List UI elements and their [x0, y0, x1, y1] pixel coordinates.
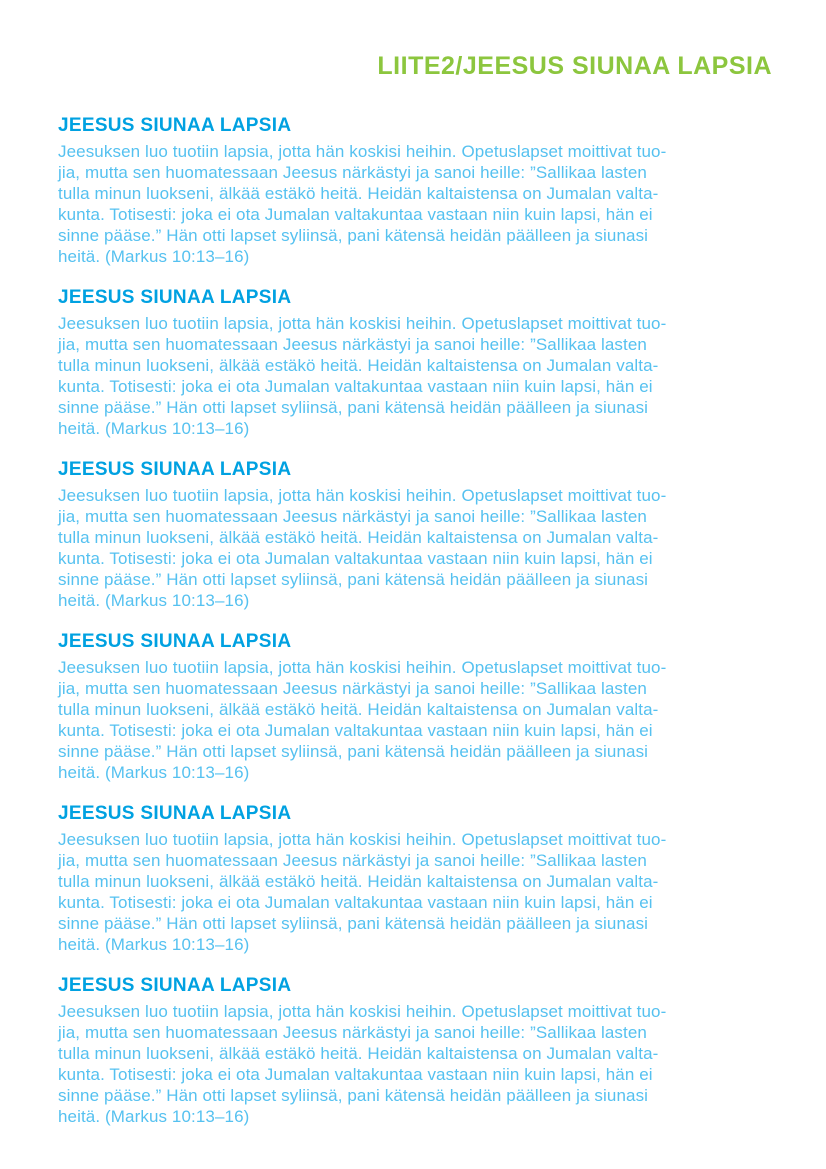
paragraph-line: kunta. Totisesti: joka ei ota Jumalan valtakuntaa vastaan niin kuin lapsi, hän ei [58, 377, 653, 396]
section-heading: JEESUS SIUNAA LAPSIA [58, 975, 292, 996]
paragraph-line: sinne pääse.” Hän otti lapset syliinsä, pani kätensä heidän päälleen ja siunasi [58, 742, 649, 761]
scripture-block [58, 802, 772, 955]
scripture-block [58, 114, 772, 267]
paragraph-line: kunta. Totisesti: joka ei ota Jumalan valtakuntaa vastaan niin kuin lapsi, hän ei [58, 549, 653, 568]
paragraph-line: tulla minun luokseni, älkää estäkö heitä. Heidän kaltaistensa on Jumalan valta- [58, 356, 659, 375]
paragraph-line: tulla minun luokseni, älkää estäkö heitä. Heidän kaltaistensa on Jumalan valta- [58, 700, 659, 719]
paragraph-line: kunta. Totisesti: joka ei ota Jumalan valtakuntaa vastaan niin kuin lapsi, hän ei [58, 721, 653, 740]
paragraph-line: sinne pääse.” Hän otti lapset syliinsä, pani kätensä heidän päälleen ja siunasi [58, 1086, 649, 1105]
paragraph-line: heitä. (Markus 10:13–16) [58, 763, 250, 782]
paragraph-line: jia, mutta sen huomatessaan Jeesus närkästyi ja sanoi heille: ”Sallikaa lasten [58, 163, 647, 182]
paragraph-line: sinne pääse.” Hän otti lapset syliinsä, pani kätensä heidän päälleen ja siunasi [58, 398, 649, 417]
page-title: LIITE2/JEESUS SIUNAA LAPSIA [377, 52, 772, 80]
paragraph-line: tulla minun luokseni, älkää estäkö heitä. Heidän kaltaistensa on Jumalan valta- [58, 1044, 659, 1063]
scripture-block [58, 630, 772, 783]
paragraph-line: sinne pääse.” Hän otti lapset syliinsä, pani kätensä heidän päälleen ja siunasi [58, 570, 649, 589]
paragraph-line: sinne pääse.” Hän otti lapset syliinsä, pani kätensä heidän päälleen ja siunasi [58, 226, 649, 245]
section-heading: JEESUS SIUNAA LAPSIA [58, 631, 292, 652]
section-heading: JEESUS SIUNAA LAPSIA [58, 287, 292, 308]
paragraph-line: heitä. (Markus 10:13–16) [58, 247, 250, 266]
paragraph-line: Jeesuksen luo tuotiin lapsia, jotta hän koskisi heihin. Opetuslapset moittivat tuo- [58, 314, 667, 333]
paragraph-line: tulla minun luokseni, älkää estäkö heitä. Heidän kaltaistensa on Jumalan valta- [58, 184, 659, 203]
scripture-block [58, 286, 772, 439]
paragraph-line: tulla minun luokseni, älkää estäkö heitä. Heidän kaltaistensa on Jumalan valta- [58, 528, 659, 547]
paragraph-line: kunta. Totisesti: joka ei ota Jumalan valtakuntaa vastaan niin kuin lapsi, hän ei [58, 893, 653, 912]
paragraph-line: kunta. Totisesti: joka ei ota Jumalan valtakuntaa vastaan niin kuin lapsi, hän ei [58, 205, 653, 224]
scripture-block [58, 458, 772, 611]
paragraph-line: heitä. (Markus 10:13–16) [58, 935, 250, 954]
paragraph-line: Jeesuksen luo tuotiin lapsia, jotta hän koskisi heihin. Opetuslapset moittivat tuo- [58, 658, 667, 677]
paragraph-line: Jeesuksen luo tuotiin lapsia, jotta hän koskisi heihin. Opetuslapset moittivat tuo- [58, 830, 667, 849]
paragraph-line: tulla minun luokseni, älkää estäkö heitä. Heidän kaltaistensa on Jumalan valta- [58, 872, 659, 891]
paragraph-line: heitä. (Markus 10:13–16) [58, 591, 250, 610]
paragraph-line: Jeesuksen luo tuotiin lapsia, jotta hän koskisi heihin. Opetuslapset moittivat tuo- [58, 142, 667, 161]
section-heading: JEESUS SIUNAA LAPSIA [58, 115, 292, 136]
paragraph-line: sinne pääse.” Hän otti lapset syliinsä, pani kätensä heidän päälleen ja siunasi [58, 914, 649, 933]
section-heading: JEESUS SIUNAA LAPSIA [58, 803, 292, 824]
scripture-block [58, 974, 772, 1127]
paragraph-line: jia, mutta sen huomatessaan Jeesus närkästyi ja sanoi heille: ”Sallikaa lasten [58, 335, 647, 354]
paragraph-line: Jeesuksen luo tuotiin lapsia, jotta hän koskisi heihin. Opetuslapset moittivat tuo- [58, 486, 667, 505]
paragraph-line: jia, mutta sen huomatessaan Jeesus närkästyi ja sanoi heille: ”Sallikaa lasten [58, 507, 647, 526]
document-content [58, 114, 772, 1146]
paragraph-line: Jeesuksen luo tuotiin lapsia, jotta hän koskisi heihin. Opetuslapset moittivat tuo- [58, 1002, 667, 1021]
paragraph-line: jia, mutta sen huomatessaan Jeesus närkästyi ja sanoi heille: ”Sallikaa lasten [58, 1023, 647, 1042]
paragraph-line: heitä. (Markus 10:13–16) [58, 1107, 250, 1126]
paragraph-line: jia, mutta sen huomatessaan Jeesus närkästyi ja sanoi heille: ”Sallikaa lasten [58, 851, 647, 870]
paragraph-line: heitä. (Markus 10:13–16) [58, 419, 250, 438]
paragraph-line: kunta. Totisesti: joka ei ota Jumalan valtakuntaa vastaan niin kuin lapsi, hän ei [58, 1065, 653, 1084]
paragraph-line: jia, mutta sen huomatessaan Jeesus närkästyi ja sanoi heille: ”Sallikaa lasten [58, 679, 647, 698]
section-heading: JEESUS SIUNAA LAPSIA [58, 459, 292, 480]
